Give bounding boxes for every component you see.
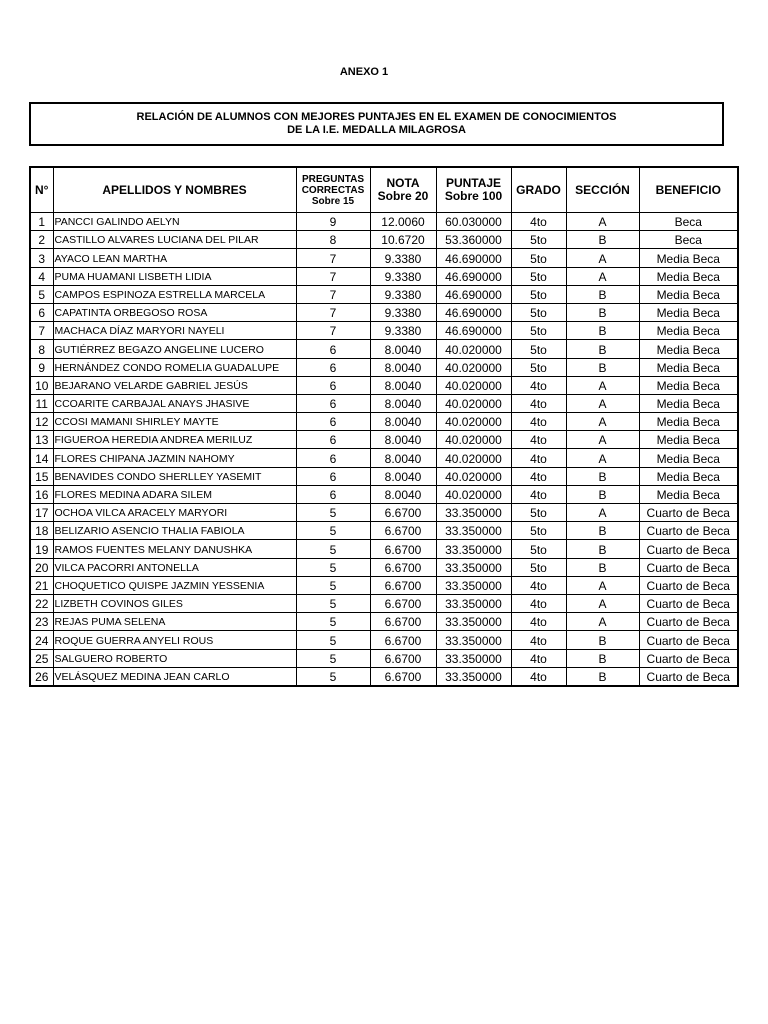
- cell-puntaje: 40.020000: [436, 467, 511, 485]
- cell-seccion: A: [566, 394, 639, 412]
- table-row: [30, 631, 738, 649]
- cell-grado: 4to: [511, 467, 566, 485]
- cell-number: 24: [30, 631, 53, 649]
- cell-nota: 6.6700: [370, 631, 436, 649]
- cell-nota: 6.6700: [370, 613, 436, 631]
- cell-grado: 4to: [511, 613, 566, 631]
- table-row: [30, 485, 738, 503]
- cell-puntaje: 53.360000: [436, 231, 511, 249]
- cell-puntaje: 40.020000: [436, 449, 511, 467]
- table-row: [30, 340, 738, 358]
- cell-number: 7: [30, 322, 53, 340]
- cell-number: 21: [30, 576, 53, 594]
- table-row: [30, 413, 738, 431]
- cell-correct-answers: 5: [296, 540, 370, 558]
- cell-number: 26: [30, 667, 53, 686]
- cell-grado: 4to: [511, 413, 566, 431]
- cell-grado: 5to: [511, 303, 566, 321]
- cell-puntaje: 46.690000: [436, 249, 511, 267]
- header-number: N°: [30, 167, 53, 213]
- cell-name: CHOQUETICO QUISPE JAZMIN YESSENIA: [53, 576, 296, 594]
- cell-seccion: A: [566, 413, 639, 431]
- cell-puntaje: 40.020000: [436, 358, 511, 376]
- cell-puntaje: 33.350000: [436, 667, 511, 686]
- cell-name: AYACO LEAN MARTHA: [53, 249, 296, 267]
- cell-grado: 5to: [511, 340, 566, 358]
- cell-number: 5: [30, 285, 53, 303]
- cell-number: 20: [30, 558, 53, 576]
- cell-beneficio: Cuarto de Beca: [639, 613, 738, 631]
- cell-name: OCHOA VILCA ARACELY MARYORI: [53, 504, 296, 522]
- cell-name: FLORES MEDINA ADARA SILEM: [53, 485, 296, 503]
- cell-grado: 5to: [511, 285, 566, 303]
- cell-puntaje: 40.020000: [436, 413, 511, 431]
- cell-name: BELIZARIO ASENCIO THALIA FABIOLA: [53, 522, 296, 540]
- cell-grado: 4to: [511, 485, 566, 503]
- cell-grado: 5to: [511, 231, 566, 249]
- table-row: [30, 231, 738, 249]
- cell-beneficio: Cuarto de Beca: [639, 649, 738, 667]
- cell-beneficio: Cuarto de Beca: [639, 540, 738, 558]
- cell-beneficio: Media Beca: [639, 449, 738, 467]
- cell-grado: 5to: [511, 540, 566, 558]
- cell-number: 1: [30, 213, 53, 231]
- cell-beneficio: Cuarto de Beca: [639, 631, 738, 649]
- cell-correct-answers: 6: [296, 431, 370, 449]
- cell-beneficio: Media Beca: [639, 485, 738, 503]
- header-grado: GRADO: [511, 167, 566, 213]
- cell-grado: 4to: [511, 213, 566, 231]
- cell-name: CCOARITE CARBAJAL ANAYS JHASIVE: [53, 394, 296, 412]
- cell-number: 25: [30, 649, 53, 667]
- cell-grado: 5to: [511, 249, 566, 267]
- cell-puntaje: 33.350000: [436, 594, 511, 612]
- cell-nota: 6.6700: [370, 594, 436, 612]
- cell-correct-answers: 5: [296, 576, 370, 594]
- cell-seccion: A: [566, 431, 639, 449]
- cell-beneficio: Media Beca: [639, 322, 738, 340]
- cell-beneficio: Cuarto de Beca: [639, 594, 738, 612]
- cell-correct-answers: 6: [296, 340, 370, 358]
- cell-seccion: A: [566, 376, 639, 394]
- cell-beneficio: Media Beca: [639, 303, 738, 321]
- cell-name: MACHACA DÍAZ MARYORI NAYELI: [53, 322, 296, 340]
- cell-name: FLORES CHIPANA JAZMIN NAHOMY: [53, 449, 296, 467]
- header-preguntas-line-3: Sobre 15: [311, 195, 355, 207]
- cell-puntaje: 40.020000: [436, 431, 511, 449]
- cell-seccion: A: [566, 594, 639, 612]
- cell-grado: 4to: [511, 631, 566, 649]
- cell-puntaje: 46.690000: [436, 285, 511, 303]
- cell-nota: 8.0040: [370, 413, 436, 431]
- cell-seccion: B: [566, 303, 639, 321]
- cell-nota: 10.6720: [370, 231, 436, 249]
- cell-number: 12: [30, 413, 53, 431]
- cell-nota: 6.6700: [370, 649, 436, 667]
- cell-grado: 5to: [511, 504, 566, 522]
- cell-correct-answers: 9: [296, 213, 370, 231]
- cell-seccion: B: [566, 522, 639, 540]
- cell-seccion: A: [566, 267, 639, 285]
- header-seccion: SECCIÓN: [566, 167, 639, 213]
- cell-nota: 6.6700: [370, 667, 436, 686]
- cell-number: 3: [30, 249, 53, 267]
- cell-seccion: B: [566, 340, 639, 358]
- cell-grado: 4to: [511, 649, 566, 667]
- cell-beneficio: Media Beca: [639, 358, 738, 376]
- header-beneficio: BENEFICIO: [639, 167, 738, 213]
- cell-nota: 6.6700: [370, 558, 436, 576]
- cell-seccion: B: [566, 485, 639, 503]
- table-body: [30, 213, 738, 686]
- cell-name: BEJARANO VELARDE GABRIEL JESÚS: [53, 376, 296, 394]
- cell-nota: 8.0040: [370, 394, 436, 412]
- cell-seccion: A: [566, 213, 639, 231]
- cell-name: HERNÁNDEZ CONDO ROMELIA GUADALUPE: [53, 358, 296, 376]
- cell-correct-answers: 5: [296, 613, 370, 631]
- table-row: [30, 267, 738, 285]
- header-nota-line-1: NOTA: [386, 176, 420, 190]
- cell-grado: 5to: [511, 267, 566, 285]
- table-row: [30, 213, 738, 231]
- cell-number: 11: [30, 394, 53, 412]
- cell-grado: 5to: [511, 358, 566, 376]
- table-row: [30, 522, 738, 540]
- header-nota: [370, 167, 436, 213]
- cell-correct-answers: 6: [296, 467, 370, 485]
- cell-puntaje: 40.020000: [436, 340, 511, 358]
- cell-number: 19: [30, 540, 53, 558]
- cell-number: 18: [30, 522, 53, 540]
- cell-nota: 8.0040: [370, 431, 436, 449]
- cell-beneficio: Media Beca: [639, 394, 738, 412]
- cell-grado: 4to: [511, 431, 566, 449]
- table-row: [30, 322, 738, 340]
- cell-grado: 4to: [511, 667, 566, 686]
- cell-seccion: B: [566, 631, 639, 649]
- cell-grado: 4to: [511, 449, 566, 467]
- cell-name: VELÁSQUEZ MEDINA JEAN CARLO: [53, 667, 296, 686]
- cell-name: CAPATINTA ORBEGOSO ROSA: [53, 303, 296, 321]
- cell-correct-answers: 7: [296, 322, 370, 340]
- cell-name: VILCA PACORRI ANTONELLA: [53, 558, 296, 576]
- table-row: [30, 249, 738, 267]
- document-title-line-2: DE LA I.E. MEDALLA MILAGROSA: [287, 124, 466, 136]
- cell-grado: 4to: [511, 376, 566, 394]
- cell-nota: 9.3380: [370, 285, 436, 303]
- cell-correct-answers: 5: [296, 594, 370, 612]
- table-row: [30, 558, 738, 576]
- cell-grado: 4to: [511, 394, 566, 412]
- results-table: [29, 166, 739, 687]
- cell-puntaje: 33.350000: [436, 649, 511, 667]
- table-row: [30, 667, 738, 686]
- cell-beneficio: Beca: [639, 231, 738, 249]
- cell-correct-answers: 6: [296, 485, 370, 503]
- cell-seccion: B: [566, 649, 639, 667]
- cell-name: RAMOS FUENTES MELANY DANUSHKA: [53, 540, 296, 558]
- cell-correct-answers: 6: [296, 376, 370, 394]
- cell-beneficio: Media Beca: [639, 413, 738, 431]
- cell-nota: 8.0040: [370, 376, 436, 394]
- cell-name: BENAVIDES CONDO SHERLLEY YASEMIT: [53, 467, 296, 485]
- cell-nota: 9.3380: [370, 303, 436, 321]
- header-name: APELLIDOS Y NOMBRES: [53, 167, 296, 213]
- cell-beneficio: Cuarto de Beca: [639, 558, 738, 576]
- table-row: [30, 376, 738, 394]
- cell-puntaje: 40.020000: [436, 376, 511, 394]
- cell-correct-answers: 7: [296, 267, 370, 285]
- header-puntaje-line-2: Sobre 100: [444, 189, 503, 203]
- cell-name: CASTILLO ALVARES LUCIANA DEL PILAR: [53, 231, 296, 249]
- cell-number: 17: [30, 504, 53, 522]
- cell-grado: 5to: [511, 522, 566, 540]
- header-nota-line-2: Sobre 20: [377, 189, 429, 203]
- cell-seccion: B: [566, 358, 639, 376]
- cell-puntaje: 46.690000: [436, 322, 511, 340]
- cell-correct-answers: 5: [296, 667, 370, 686]
- cell-puntaje: 33.350000: [436, 613, 511, 631]
- cell-correct-answers: 6: [296, 413, 370, 431]
- cell-grado: 4to: [511, 576, 566, 594]
- cell-seccion: B: [566, 231, 639, 249]
- cell-nota: 9.3380: [370, 322, 436, 340]
- table-row: [30, 504, 738, 522]
- cell-puntaje: 33.350000: [436, 631, 511, 649]
- cell-correct-answers: 7: [296, 249, 370, 267]
- cell-seccion: B: [566, 667, 639, 686]
- cell-nota: 8.0040: [370, 358, 436, 376]
- cell-name: CAMPOS ESPINOZA ESTRELLA MARCELA: [53, 285, 296, 303]
- header-preguntas-line-2: CORRECTAS: [301, 184, 365, 196]
- cell-beneficio: Cuarto de Beca: [639, 504, 738, 522]
- cell-name: CCOSI MAMANI SHIRLEY MAYTE: [53, 413, 296, 431]
- cell-nota: 9.3380: [370, 267, 436, 285]
- cell-number: 9: [30, 358, 53, 376]
- cell-beneficio: Cuarto de Beca: [639, 576, 738, 594]
- cell-correct-answers: 5: [296, 631, 370, 649]
- cell-puntaje: 33.350000: [436, 576, 511, 594]
- table-row: [30, 358, 738, 376]
- cell-correct-answers: 5: [296, 504, 370, 522]
- cell-number: 10: [30, 376, 53, 394]
- cell-name: GUTIÉRREZ BEGAZO ANGELINE LUCERO: [53, 340, 296, 358]
- cell-name: REJAS PUMA SELENA: [53, 613, 296, 631]
- cell-beneficio: Beca: [639, 213, 738, 231]
- cell-seccion: B: [566, 285, 639, 303]
- cell-beneficio: Media Beca: [639, 249, 738, 267]
- cell-number: 15: [30, 467, 53, 485]
- cell-number: 14: [30, 449, 53, 467]
- cell-puntaje: 33.350000: [436, 504, 511, 522]
- cell-seccion: B: [566, 467, 639, 485]
- cell-seccion: A: [566, 249, 639, 267]
- cell-name: PANCCI GALINDO AELYN: [53, 213, 296, 231]
- cell-seccion: A: [566, 504, 639, 522]
- cell-nota: 8.0040: [370, 467, 436, 485]
- cell-puntaje: 46.690000: [436, 303, 511, 321]
- cell-name: SALGUERO ROBERTO: [53, 649, 296, 667]
- cell-beneficio: Media Beca: [639, 267, 738, 285]
- cell-number: 8: [30, 340, 53, 358]
- cell-number: 13: [30, 431, 53, 449]
- cell-seccion: A: [566, 576, 639, 594]
- cell-beneficio: Media Beca: [639, 431, 738, 449]
- cell-correct-answers: 6: [296, 449, 370, 467]
- cell-correct-answers: 5: [296, 649, 370, 667]
- cell-number: 2: [30, 231, 53, 249]
- cell-nota: 6.6700: [370, 576, 436, 594]
- cell-seccion: B: [566, 558, 639, 576]
- cell-correct-answers: 6: [296, 394, 370, 412]
- cell-name: LIZBETH COVINOS GILES: [53, 594, 296, 612]
- cell-name: ROQUE GUERRA ANYELI ROUS: [53, 631, 296, 649]
- cell-number: 6: [30, 303, 53, 321]
- cell-name: PUMA HUAMANI LISBETH LIDIA: [53, 267, 296, 285]
- cell-beneficio: Media Beca: [639, 285, 738, 303]
- cell-number: 23: [30, 613, 53, 631]
- table-row: [30, 303, 738, 321]
- cell-correct-answers: 8: [296, 231, 370, 249]
- annex-title: ANEXO 1: [339, 66, 389, 78]
- table-row: [30, 649, 738, 667]
- cell-nota: 8.0040: [370, 449, 436, 467]
- cell-puntaje: 33.350000: [436, 540, 511, 558]
- cell-nota: 9.3380: [370, 249, 436, 267]
- cell-nota: 6.6700: [370, 522, 436, 540]
- cell-correct-answers: 5: [296, 522, 370, 540]
- cell-beneficio: Media Beca: [639, 376, 738, 394]
- cell-name: FIGUEROA HEREDIA ANDREA MERILUZ: [53, 431, 296, 449]
- cell-puntaje: 33.350000: [436, 558, 511, 576]
- cell-grado: 5to: [511, 322, 566, 340]
- document-title-box: [29, 102, 724, 146]
- cell-seccion: A: [566, 613, 639, 631]
- cell-nota: 8.0040: [370, 485, 436, 503]
- cell-correct-answers: 7: [296, 285, 370, 303]
- cell-puntaje: 46.690000: [436, 267, 511, 285]
- table-row: [30, 394, 738, 412]
- cell-grado: 4to: [511, 594, 566, 612]
- cell-number: 16: [30, 485, 53, 503]
- header-puntaje-line-1: PUNTAJE: [445, 176, 502, 190]
- cell-correct-answers: 7: [296, 303, 370, 321]
- cell-nota: 8.0040: [370, 340, 436, 358]
- cell-seccion: B: [566, 540, 639, 558]
- cell-nota: 6.6700: [370, 504, 436, 522]
- table-row: [30, 540, 738, 558]
- table-header-row: [30, 167, 738, 213]
- cell-number: 22: [30, 594, 53, 612]
- cell-grado: 5to: [511, 558, 566, 576]
- cell-seccion: A: [566, 449, 639, 467]
- table-row: [30, 594, 738, 612]
- cell-number: 4: [30, 267, 53, 285]
- cell-puntaje: 33.350000: [436, 522, 511, 540]
- table-row: [30, 576, 738, 594]
- table-row: [30, 613, 738, 631]
- cell-nota: 6.6700: [370, 540, 436, 558]
- cell-puntaje: 60.030000: [436, 213, 511, 231]
- cell-beneficio: Cuarto de Beca: [639, 522, 738, 540]
- cell-seccion: B: [566, 322, 639, 340]
- cell-beneficio: Media Beca: [639, 467, 738, 485]
- cell-puntaje: 40.020000: [436, 485, 511, 503]
- cell-correct-answers: 6: [296, 358, 370, 376]
- cell-beneficio: Cuarto de Beca: [639, 667, 738, 686]
- cell-puntaje: 40.020000: [436, 394, 511, 412]
- table-row: [30, 467, 738, 485]
- header-preguntas-line-1: PREGUNTAS: [301, 173, 365, 185]
- header-preguntas: [296, 167, 370, 213]
- table-row: [30, 285, 738, 303]
- cell-correct-answers: 5: [296, 558, 370, 576]
- table-row: [30, 431, 738, 449]
- header-puntaje: [436, 167, 511, 213]
- document-title-line-1: RELACIÓN DE ALUMNOS CON MEJORES PUNTAJES EN EL EXAMEN DE CONOCIMIENTOS: [136, 111, 617, 123]
- table-row: [30, 449, 738, 467]
- cell-beneficio: Media Beca: [639, 340, 738, 358]
- cell-nota: 12.0060: [370, 213, 436, 231]
